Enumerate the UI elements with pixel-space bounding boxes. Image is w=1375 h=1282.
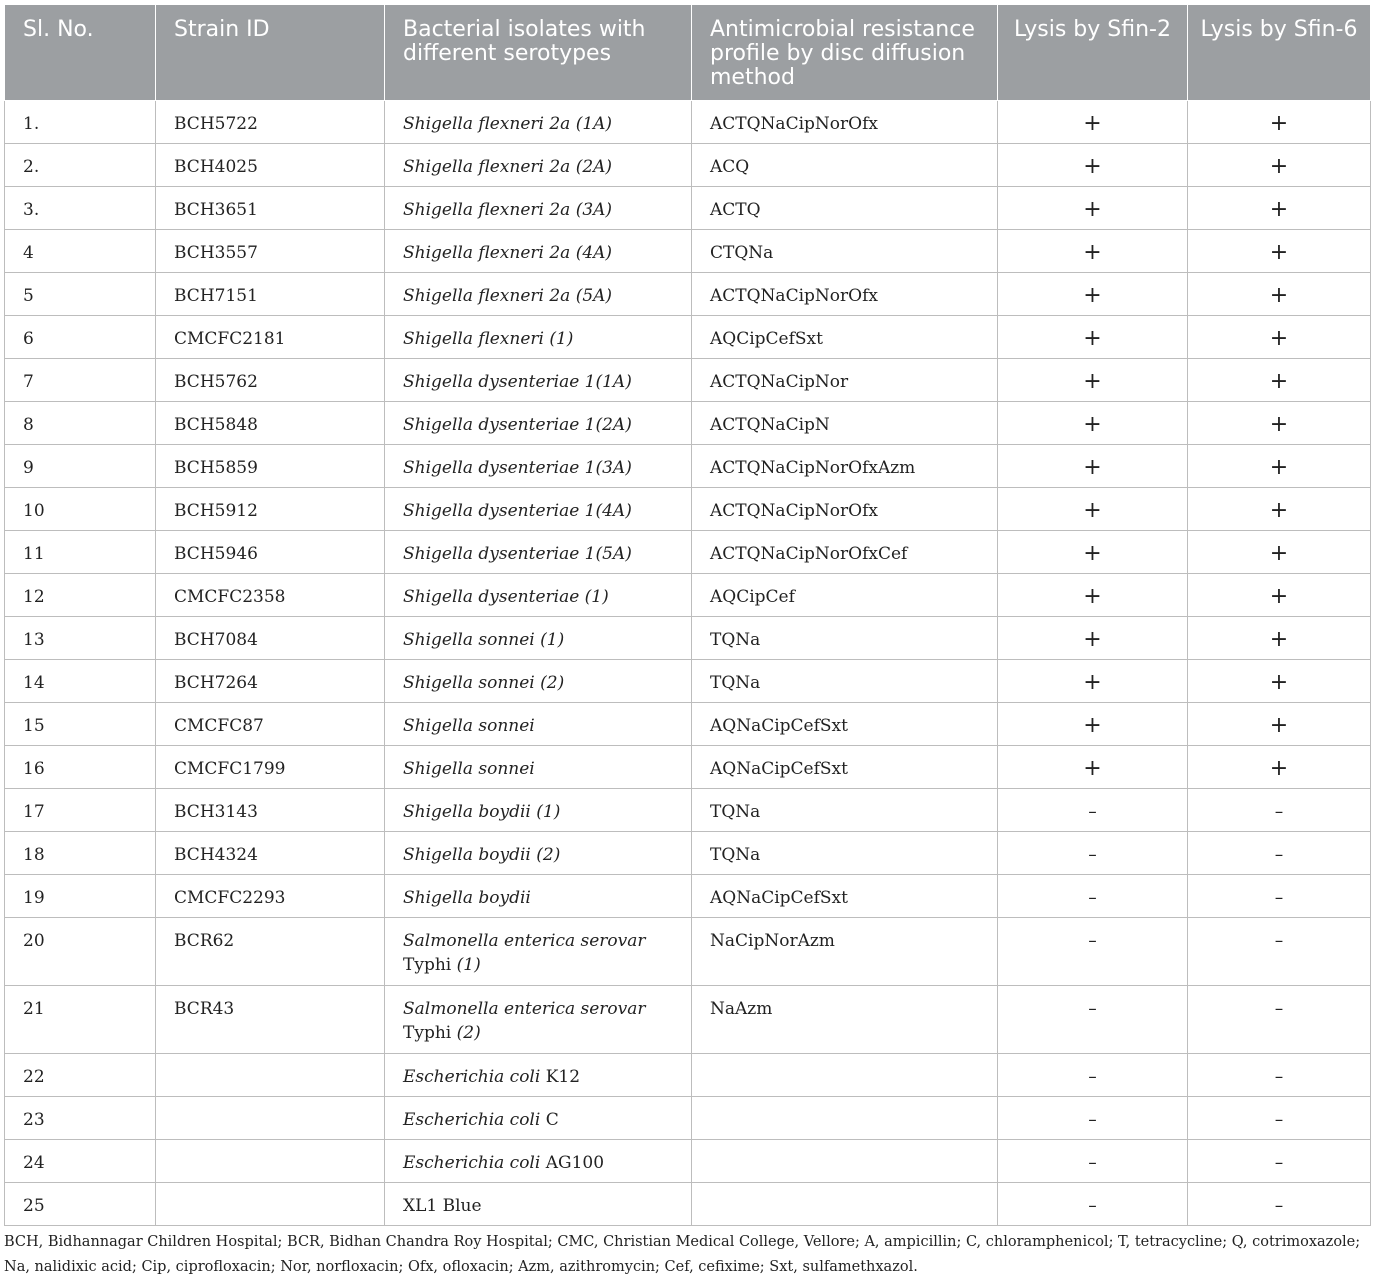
cell-amr-profile: ACTQNaCipNorOfx	[692, 273, 998, 316]
table-row	[5, 832, 1371, 875]
isolate-name: Shigella dysenteriae 1(5A)	[403, 544, 632, 564]
cell-strain-id	[156, 1097, 385, 1140]
cell-strain-id: BCH7084	[156, 617, 385, 660]
cell-isolate	[385, 1054, 692, 1097]
isolate-name: Shigella flexneri 2a (1A)	[403, 114, 613, 134]
isolate-name: Salmonella enterica serovar	[403, 999, 646, 1019]
cell-strain-id: BCH7151	[156, 273, 385, 316]
cell-sl-no: 21	[5, 986, 156, 1054]
cell-amr-profile: ACQ	[692, 144, 998, 187]
cell-strain-id: BCH4324	[156, 832, 385, 875]
table-row	[5, 187, 1371, 230]
header-amr-profile: Antimicrobial resistance profile by disc diffusion method	[692, 5, 998, 101]
isolate-name: Shigella flexneri (1)	[403, 329, 574, 349]
table-row	[5, 316, 1371, 359]
cell-amr-profile: ACTQNaCipNorOfxAzm	[692, 445, 998, 488]
cell-strain-id: BCH5912	[156, 488, 385, 531]
table-row	[5, 273, 1371, 316]
isolate-name: Shigella flexneri 2a (3A)	[403, 200, 613, 220]
cell-lysis-sfin2: +	[998, 101, 1188, 144]
cell-lysis-sfin6: +	[1188, 359, 1371, 402]
cell-lysis-sfin2: +	[998, 359, 1188, 402]
cell-isolate	[385, 230, 692, 273]
cell-lysis-sfin2: +	[998, 488, 1188, 531]
cell-isolate	[385, 574, 692, 617]
cell-strain-id: BCH5859	[156, 445, 385, 488]
cell-sl-no: 6	[5, 316, 156, 359]
cell-strain-id: BCH3557	[156, 230, 385, 273]
cell-lysis-sfin2: +	[998, 230, 1188, 273]
isolate-serotype: Typhi	[403, 1023, 452, 1043]
cell-amr-profile: ACTQNaCipNorOfx	[692, 488, 998, 531]
table-row	[5, 574, 1371, 617]
cell-isolate	[385, 1140, 692, 1183]
cell-amr-profile: CTQNa	[692, 230, 998, 273]
cell-strain-id: BCH5762	[156, 359, 385, 402]
isolate-name: Shigella sonnei (1)	[403, 630, 565, 650]
cell-lysis-sfin6: –	[1188, 1183, 1371, 1226]
table-row	[5, 986, 1371, 1054]
cell-strain-id: BCR62	[156, 918, 385, 986]
cell-amr-profile	[692, 1097, 998, 1140]
cell-strain-id: BCH5722	[156, 101, 385, 144]
table-row	[5, 230, 1371, 273]
cell-lysis-sfin6: –	[1188, 875, 1371, 918]
cell-lysis-sfin6: +	[1188, 660, 1371, 703]
cell-lysis-sfin6: +	[1188, 402, 1371, 445]
isolate-serotype: K12	[540, 1067, 581, 1087]
table-row	[5, 617, 1371, 660]
cell-isolate	[385, 273, 692, 316]
cell-strain-id: BCH5946	[156, 531, 385, 574]
isolate-serotype: C	[540, 1110, 559, 1130]
cell-sl-no: 1.	[5, 101, 156, 144]
cell-lysis-sfin6: –	[1188, 1097, 1371, 1140]
cell-isolate	[385, 187, 692, 230]
table-row	[5, 875, 1371, 918]
table-row	[5, 144, 1371, 187]
cell-lysis-sfin2: +	[998, 746, 1188, 789]
cell-sl-no: 20	[5, 918, 156, 986]
table-body	[5, 101, 1371, 1226]
cell-isolate	[385, 746, 692, 789]
cell-lysis-sfin6: +	[1188, 703, 1371, 746]
cell-strain-id: BCH7264	[156, 660, 385, 703]
cell-lysis-sfin6: +	[1188, 144, 1371, 187]
cell-amr-profile: AQCipCef	[692, 574, 998, 617]
isolate-name: Shigella boydii (2)	[403, 845, 561, 865]
cell-sl-no: 3.	[5, 187, 156, 230]
cell-sl-no: 11	[5, 531, 156, 574]
table-footnote: BCH, Bidhannagar Children Hospital; BCR, Bidhan Chandra Roy Hospital; CMC, Christian Medical College, Vellore; A, ampicillin; C, chloramphenicol; T, tetracycline; Q, cotrimoxazole; Na, nalidixic acid; Cip, ciprofloxacin; Nor, norfloxacin; Ofx, ofloxacin; Azm, azithromycin; Cef, cefixime; Sxt, sulfamethxazol.	[4, 1234, 1361, 1275]
table-row	[5, 703, 1371, 746]
cell-sl-no: 10	[5, 488, 156, 531]
isolate-name: Escherichia coli	[403, 1067, 541, 1087]
cell-lysis-sfin2: –	[998, 918, 1188, 986]
cell-strain-id: CMCFC1799	[156, 746, 385, 789]
cell-amr-profile: TQNa	[692, 789, 998, 832]
isolate-name: Shigella dysenteriae (1)	[403, 587, 609, 607]
cell-isolate	[385, 832, 692, 875]
isolate-name: Escherichia coli	[403, 1153, 541, 1173]
cell-sl-no: 14	[5, 660, 156, 703]
cell-sl-no: 7	[5, 359, 156, 402]
cell-lysis-sfin6: +	[1188, 273, 1371, 316]
cell-strain-id: BCR43	[156, 986, 385, 1054]
cell-lysis-sfin2: +	[998, 574, 1188, 617]
cell-sl-no: 17	[5, 789, 156, 832]
cell-lysis-sfin2: –	[998, 832, 1188, 875]
cell-lysis-sfin2: +	[998, 660, 1188, 703]
isolate-name: Shigella dysenteriae 1(3A)	[403, 458, 632, 478]
cell-amr-profile	[692, 1054, 998, 1097]
cell-amr-profile	[692, 1140, 998, 1183]
cell-isolate	[385, 660, 692, 703]
cell-isolate	[385, 1097, 692, 1140]
isolate-name: Shigella dysenteriae 1(4A)	[403, 501, 632, 521]
cell-amr-profile: AQCipCefSxt	[692, 316, 998, 359]
cell-isolate	[385, 531, 692, 574]
cell-isolate	[385, 445, 692, 488]
cell-sl-no: 13	[5, 617, 156, 660]
cell-isolate	[385, 316, 692, 359]
cell-sl-no: 23	[5, 1097, 156, 1140]
table-row	[5, 660, 1371, 703]
header-isolates: Bacterial isolates with different serotypes	[385, 5, 692, 101]
data-table	[4, 4, 1371, 1226]
cell-strain-id	[156, 1140, 385, 1183]
isolate-name: Shigella dysenteriae 1(1A)	[403, 372, 632, 392]
cell-amr-profile: ACTQ	[692, 187, 998, 230]
cell-lysis-sfin6: +	[1188, 531, 1371, 574]
cell-amr-profile: NaCipNorAzm	[692, 918, 998, 986]
isolate-name: Shigella dysenteriae 1(2A)	[403, 415, 632, 435]
cell-amr-profile: ACTQNaCipNorOfx	[692, 101, 998, 144]
cell-sl-no: 15	[5, 703, 156, 746]
cell-isolate	[385, 144, 692, 187]
cell-lysis-sfin2: –	[998, 875, 1188, 918]
table-row	[5, 359, 1371, 402]
cell-strain-id	[156, 1183, 385, 1226]
cell-lysis-sfin6: +	[1188, 187, 1371, 230]
cell-lysis-sfin6: +	[1188, 574, 1371, 617]
cell-amr-profile: AQNaCipCefSxt	[692, 746, 998, 789]
cell-isolate	[385, 1183, 692, 1226]
isolate-name: Escherichia coli	[403, 1110, 541, 1130]
isolate-name: Shigella flexneri 2a (4A)	[403, 243, 613, 263]
isolate-name: Shigella boydii	[403, 888, 531, 908]
header-sl-no: Sl. No.	[5, 5, 156, 101]
cell-amr-profile: AQNaCipCefSxt	[692, 875, 998, 918]
cell-amr-profile: TQNa	[692, 617, 998, 660]
cell-lysis-sfin6: +	[1188, 488, 1371, 531]
cell-amr-profile: NaAzm	[692, 986, 998, 1054]
isolate-name: Shigella flexneri 2a (5A)	[403, 286, 613, 306]
table-row	[5, 488, 1371, 531]
cell-lysis-sfin2: +	[998, 402, 1188, 445]
isolate-serotype: Typhi	[403, 955, 452, 975]
cell-lysis-sfin6: –	[1188, 1054, 1371, 1097]
cell-lysis-sfin2: +	[998, 273, 1188, 316]
cell-sl-no: 25	[5, 1183, 156, 1226]
cell-lysis-sfin6: +	[1188, 617, 1371, 660]
cell-sl-no: 12	[5, 574, 156, 617]
cell-isolate	[385, 617, 692, 660]
cell-lysis-sfin2: +	[998, 703, 1188, 746]
isolate-name: Shigella sonnei	[403, 716, 535, 736]
cell-sl-no: 8	[5, 402, 156, 445]
header-lysis-sfin6: Lysis by Sfin-6	[1188, 5, 1371, 101]
cell-sl-no: 22	[5, 1054, 156, 1097]
cell-isolate	[385, 789, 692, 832]
cell-lysis-sfin6: –	[1188, 832, 1371, 875]
table-row	[5, 1183, 1371, 1226]
cell-strain-id: CMCFC2293	[156, 875, 385, 918]
isolate-number: (2)	[451, 1023, 481, 1043]
cell-sl-no: 5	[5, 273, 156, 316]
cell-lysis-sfin2: +	[998, 617, 1188, 660]
cell-sl-no: 18	[5, 832, 156, 875]
cell-lysis-sfin6: +	[1188, 230, 1371, 273]
table-row	[5, 1140, 1371, 1183]
cell-amr-profile: TQNa	[692, 832, 998, 875]
isolate-name: Salmonella enterica serovar	[403, 931, 646, 951]
cell-isolate	[385, 875, 692, 918]
cell-isolate	[385, 101, 692, 144]
cell-lysis-sfin2: +	[998, 316, 1188, 359]
cell-lysis-sfin6: +	[1188, 101, 1371, 144]
cell-lysis-sfin2: –	[998, 1054, 1188, 1097]
cell-strain-id: CMCFC2181	[156, 316, 385, 359]
cell-isolate	[385, 986, 692, 1054]
table-row	[5, 1054, 1371, 1097]
cell-lysis-sfin6: +	[1188, 746, 1371, 789]
isolate-name: Shigella sonnei (2)	[403, 673, 565, 693]
cell-strain-id: BCH3651	[156, 187, 385, 230]
table-row	[5, 1097, 1371, 1140]
cell-isolate	[385, 488, 692, 531]
cell-lysis-sfin2: –	[998, 1140, 1188, 1183]
cell-lysis-sfin6: –	[1188, 789, 1371, 832]
cell-lysis-sfin2: +	[998, 531, 1188, 574]
cell-lysis-sfin2: –	[998, 1183, 1188, 1226]
cell-isolate	[385, 359, 692, 402]
cell-strain-id: BCH3143	[156, 789, 385, 832]
cell-lysis-sfin6: –	[1188, 918, 1371, 986]
cell-lysis-sfin2: +	[998, 187, 1188, 230]
cell-sl-no: 16	[5, 746, 156, 789]
isolate-name: Shigella boydii (1)	[403, 802, 561, 822]
table-row	[5, 101, 1371, 144]
table-row	[5, 918, 1371, 986]
cell-isolate	[385, 918, 692, 986]
table-row	[5, 402, 1371, 445]
cell-lysis-sfin6: +	[1188, 445, 1371, 488]
isolate-serotype: XL1 Blue	[403, 1196, 482, 1216]
cell-lysis-sfin6: –	[1188, 1140, 1371, 1183]
table-row	[5, 531, 1371, 574]
cell-lysis-sfin2: –	[998, 986, 1188, 1054]
cell-sl-no: 4	[5, 230, 156, 273]
cell-lysis-sfin2: +	[998, 144, 1188, 187]
cell-sl-no: 2.	[5, 144, 156, 187]
cell-lysis-sfin6: –	[1188, 986, 1371, 1054]
table-row	[5, 746, 1371, 789]
cell-isolate	[385, 402, 692, 445]
table-row	[5, 445, 1371, 488]
cell-amr-profile: AQNaCipCefSxt	[692, 703, 998, 746]
header-row	[5, 5, 1371, 101]
cell-lysis-sfin6: +	[1188, 316, 1371, 359]
cell-isolate	[385, 703, 692, 746]
header-strain-id: Strain ID	[156, 5, 385, 101]
cell-amr-profile: TQNa	[692, 660, 998, 703]
cell-amr-profile	[692, 1183, 998, 1226]
table-row	[5, 789, 1371, 832]
cell-sl-no: 9	[5, 445, 156, 488]
cell-amr-profile: ACTQNaCipNorOfxCef	[692, 531, 998, 574]
cell-sl-no: 19	[5, 875, 156, 918]
isolate-name: Shigella flexneri 2a (2A)	[403, 157, 613, 177]
cell-amr-profile: ACTQNaCipN	[692, 402, 998, 445]
cell-strain-id: BCH4025	[156, 144, 385, 187]
cell-lysis-sfin2: +	[998, 445, 1188, 488]
cell-amr-profile: ACTQNaCipNor	[692, 359, 998, 402]
cell-sl-no: 24	[5, 1140, 156, 1183]
cell-strain-id: CMCFC87	[156, 703, 385, 746]
cell-strain-id: CMCFC2358	[156, 574, 385, 617]
cell-strain-id	[156, 1054, 385, 1097]
isolate-name: Shigella sonnei	[403, 759, 535, 779]
cell-lysis-sfin2: –	[998, 1097, 1188, 1140]
header-lysis-sfin2: Lysis by Sfin-2	[998, 5, 1188, 101]
cell-strain-id: BCH5848	[156, 402, 385, 445]
isolate-serotype: AG100	[540, 1153, 605, 1173]
isolate-number: (1)	[451, 955, 481, 975]
cell-lysis-sfin2: –	[998, 789, 1188, 832]
